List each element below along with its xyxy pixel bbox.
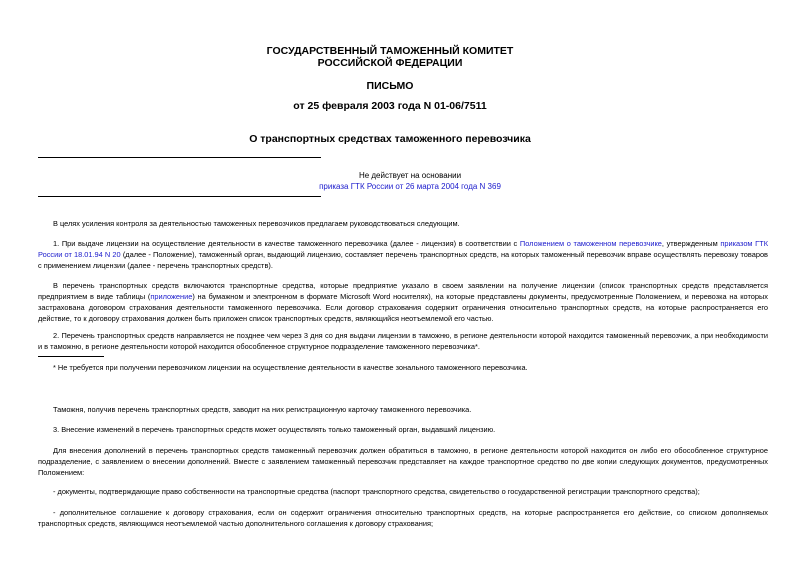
- paragraph-6: [38, 445, 768, 478]
- appendix-link[interactable]: приложение: [150, 292, 193, 301]
- p2-text-a: В перечень транспортных средств включаются транспортные средства, которые предприятие указало в своем заявлении на получение лицензии (список транспортных средств представляется предприятием в виде таблицы (: [38, 281, 768, 301]
- order-link[interactable]: приказом ГТК России от 18.01.94 N 20: [38, 239, 768, 259]
- p1-text-c: (далее - Положение), таможенный орган, выдающий лицензию, составляет перечень транспортных средств, на которых таможенный перевозчик вправе осуществлять перевозку товаров с применением лицензии (далее - перечень транспортных средств).: [38, 250, 768, 270]
- footnote-divider: [38, 356, 104, 357]
- intro-text: В целях усиления контроля за деятельностью таможенных перевозчиков предлагаем руководствоваться следующим.: [53, 219, 460, 228]
- footnote-text: * Не требуется при получении перевозчиком лицензии на осуществление деятельности в качестве зонального таможенного перевозчика.: [53, 363, 528, 372]
- status-note: Не действует на основании: [358, 171, 462, 180]
- paragraph-2: [38, 280, 768, 324]
- p3-text: 2. Перечень транспортных средств направляется не позднее чем через 3 дня со дня выдачи лицензии в таможню, в регионе деятельности которой находится таможенный перевозчик, а при необходимости и в таможню, в регионе деятельности которой находится обособленное структурное подразделение таможенного перевозчика*.: [38, 331, 768, 351]
- paragraph-8: [38, 507, 768, 529]
- p4-text: Таможня, получив перечень транспортных средств, заводит на них регистрационную карточку таможенного перевозчика.: [53, 405, 472, 414]
- divider-top: [38, 157, 321, 158]
- issuer-line-2: РОССИЙСКОЙ ФЕДЕРАЦИИ: [317, 57, 463, 69]
- paragraph-7: [38, 486, 768, 497]
- paragraph-1: [38, 238, 768, 271]
- regulation-link[interactable]: Положением о таможенном перевозчике: [519, 239, 662, 248]
- p7-text: - документы, подтверждающие право собственности на транспортные средства (паспорт транспортного средства, свидетельство о государственной регистрации транспортного средства);: [53, 487, 700, 496]
- document-date-number: от 25 февраля 2003 года N 01-06/7511: [293, 100, 487, 112]
- footnote: [38, 362, 768, 373]
- status-link-wrapper: [300, 181, 520, 192]
- document-title: О транспортных средствах таможенного перевозчика: [249, 133, 531, 145]
- paragraph-3: [38, 330, 768, 352]
- paragraph-intro: [38, 218, 768, 229]
- p1-text-b: , утвержденным: [661, 239, 721, 248]
- p2-text-b: ) на бумажном и электронном в формате Microsoft Word носителях), на которые представлены документы, предусмотренные Положением, и перевозка на которых застрахована договором страхования деятельности таможенного перевозчика. Если договор страхования содержит ограничения относительно транспортных средств, на которые распространяется его действие, то к договору страхования должен быть приложен список транспортных средств, являющийся неотъемлемой его частью.: [38, 292, 769, 323]
- paragraph-5: [38, 424, 768, 435]
- repeal-order-link[interactable]: приказа ГТК России от 26 марта 2004 года N 369: [319, 182, 501, 191]
- p8-text: - дополнительное соглашение к договору страхования, если он содержит ограничения относительно транспортных средств, на которые распространяется его действие, со списком дополняемых транспортных средств, являющимся неотъемлемой частью дополнительного соглашения к договору страхования;: [38, 508, 768, 528]
- p6-text: Для внесения дополнений в перечень транспортных средств таможенный перевозчик должен обратиться в таможню, в регионе деятельности которой находится он либо его обособленное структурное подразделение, с заявлением о внесении дополнений. Вместе с заявлением таможенный перевозчик представляет на каждое транспортное средство по две копии следующих документов, предусмотренных Положением:: [38, 446, 768, 477]
- p1-text-a: 1. При выдаче лицензии на осуществление деятельности в качестве таможенного перевозчика (далее - лицензия) в соответствии с: [53, 239, 520, 248]
- p5-text: 3. Внесение изменений в перечень транспортных средств может осуществлять только таможенный орган, выдавший лицензию.: [53, 425, 496, 434]
- issuer-line-1: ГОСУДАРСТВЕННЫЙ ТАМОЖЕННЫЙ КОМИТЕТ: [266, 45, 514, 57]
- divider-bottom: [38, 196, 321, 197]
- document-type: ПИСЬМО: [366, 80, 414, 92]
- paragraph-4: [38, 404, 768, 415]
